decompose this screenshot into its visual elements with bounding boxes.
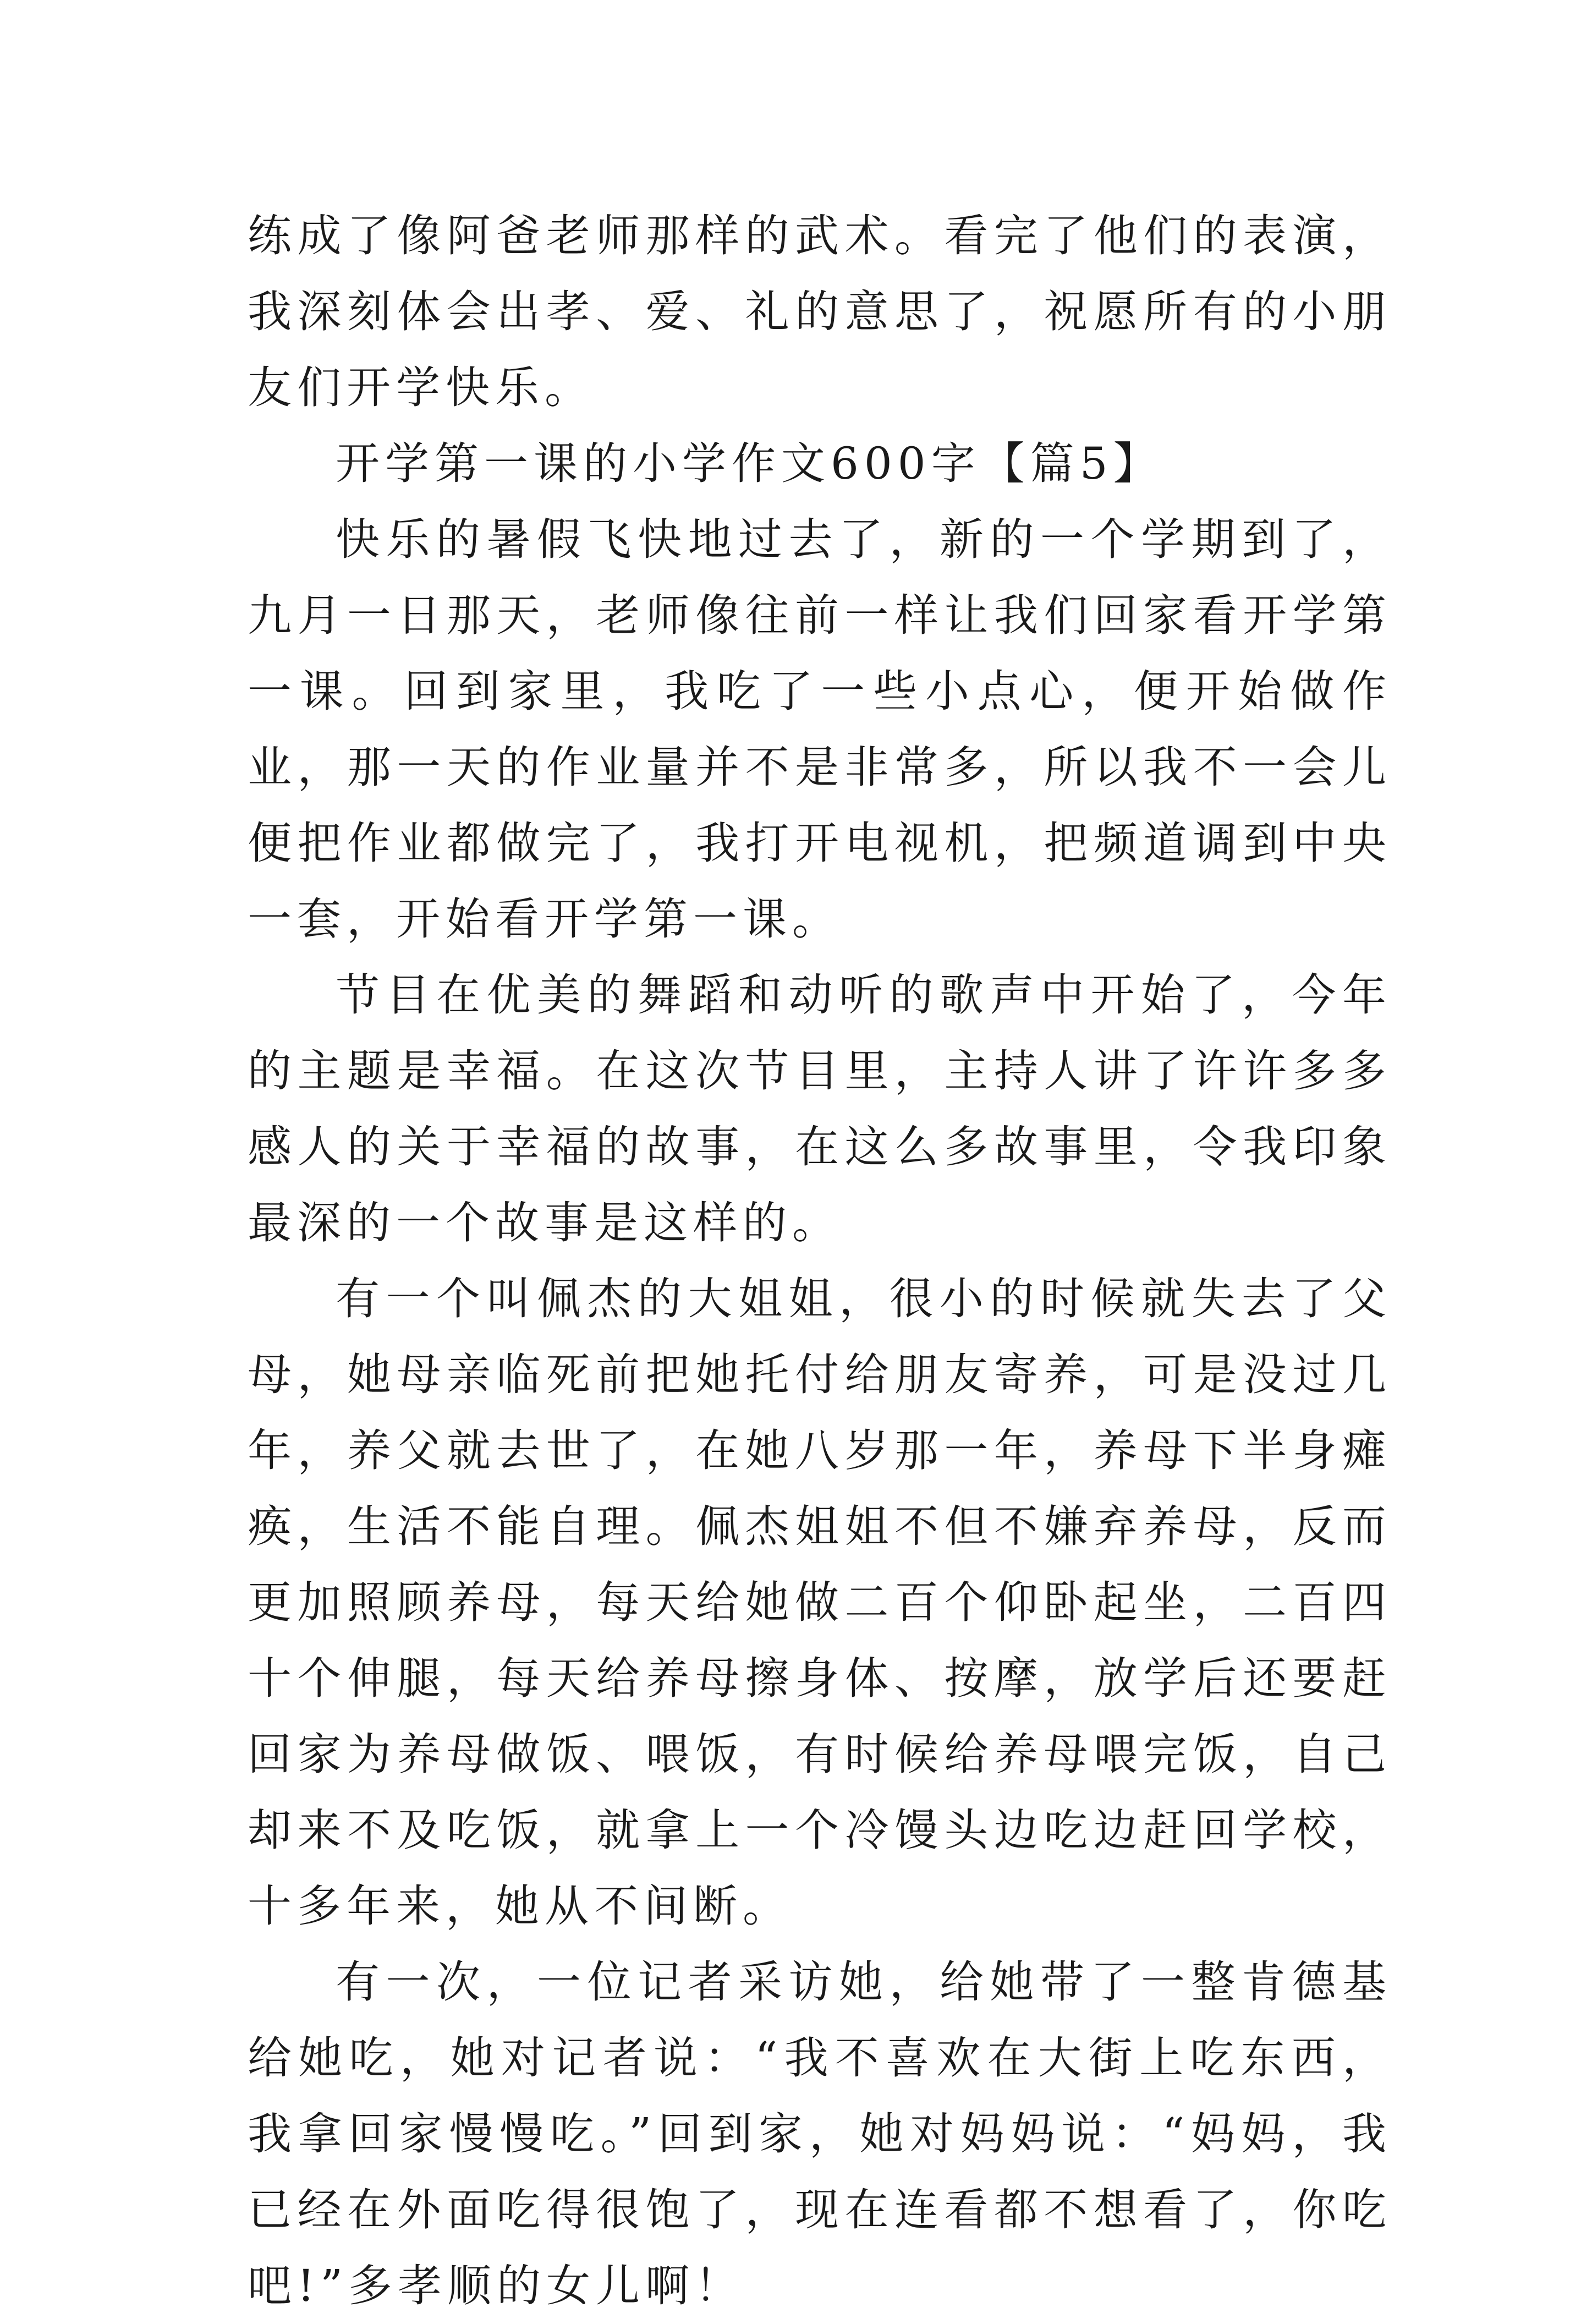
section-heading: 开学第一课的小学作文600字【篇5】 (336, 438, 1163, 489)
paragraph-2: 快乐的暑假飞快地过去了，新的一个学期到了，九月一日那天，老师像往前一样让我们回家看开学第一课。回到家里，我吃了一些小点心，便开始做作业，那一天的作业量并不是非常多，所以我不一会儿便把作业都做完了，我打开电视机，把频道调到中央一套，开始看开学第一课。 (248, 514, 1392, 945)
paragraph-1: 练成了像阿爸老师那样的武术。看完了他们的表演，我深刻体会出孝、爱、礼的意思了，祝愿所有的小朋友们开学快乐。 (248, 210, 1392, 413)
paragraph-3: 节目在优美的舞蹈和动听的歌声中开始了，今年的主题是幸福。在这次节目里，主持人讲了许许多多感人的关于幸福的故事，在这么多故事里，令我印象最深的一个故事是这样的。 (248, 969, 1392, 1248)
paragraph-5: 有一次，一位记者采访她，给她带了一整肯德基给她吃，她对记者说：“我不喜欢在大街上吃东西，我拿回家慢慢吃。”回到家，她对妈妈说：“妈妈，我已经在外面吃得很饱了，现在连看都不想看了，你吃吧!”多孝顺的女儿啊！ (248, 1956, 1392, 2311)
document-body (248, 198, 1392, 2324)
paragraph-4: 有一个叫佩杰的大姐姐，很小的时候就失去了父母，她母亲临死前把她托付给朋友寄养，可是没过几年，养父就去世了，在她八岁那一年，养母下半身瘫痪，生活不能自理。佩杰姐姐不但不嫌弃养母，反而更加照顾养母，每天给她做二百个仰卧起坐，二百四十个伸腿，每天给养母擦身体、按摩，放学后还要赶回家为养母做饭、喂饭，有时候给养母喂完饭，自己却来不及吃饭，就拿上一个冷馒头边吃边赶回学校，十多年来，她从不间断。 (248, 1273, 1392, 1932)
